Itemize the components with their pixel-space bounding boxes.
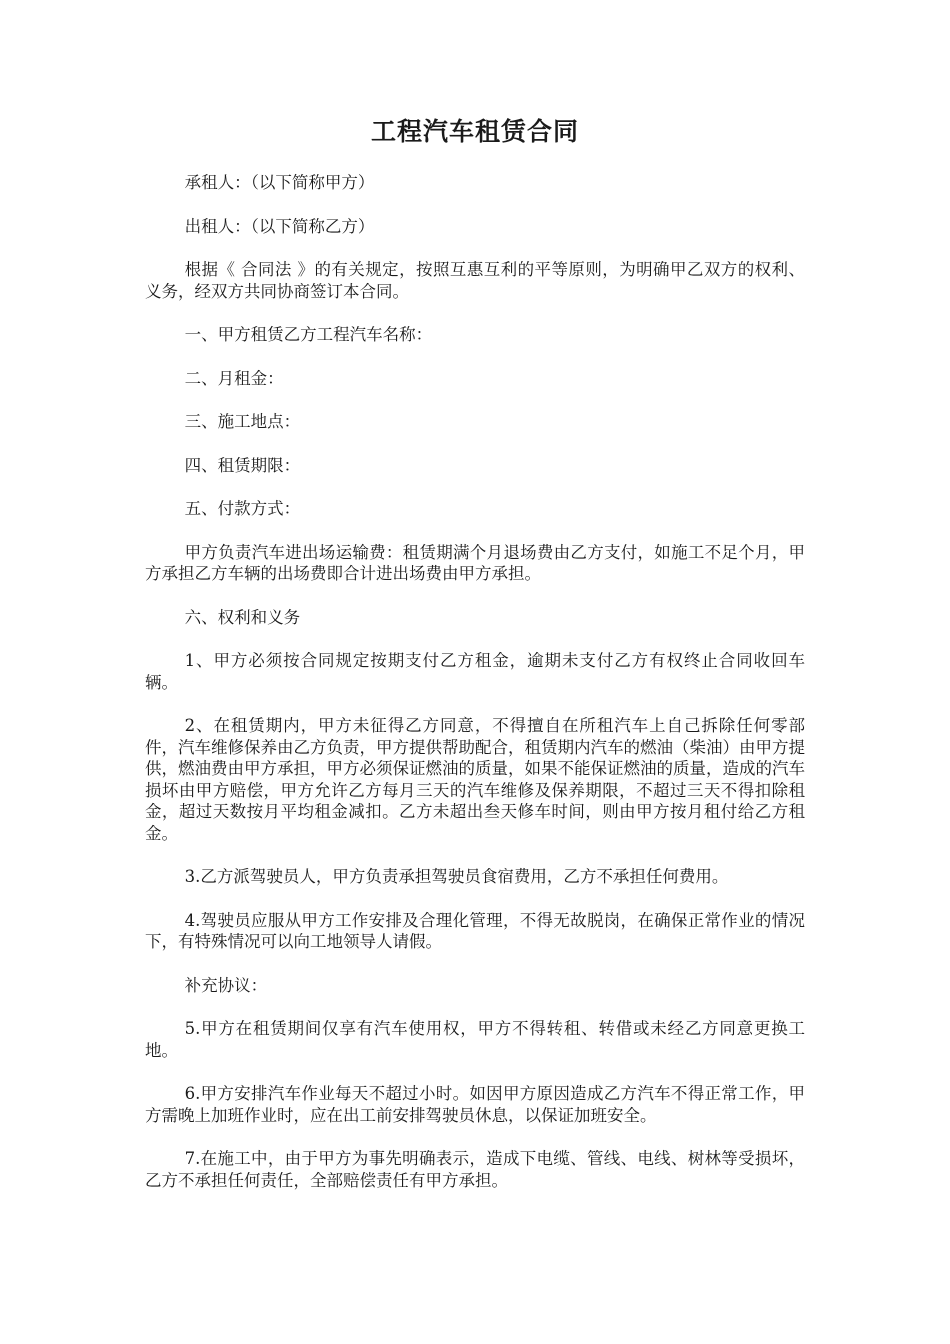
party-b-line: 出租人：（以下简称乙方） xyxy=(184,216,375,236)
clause-3-site: 三、施工地点： xyxy=(184,412,301,431)
clause-6-heading: 六、权利和义务 xyxy=(184,607,301,627)
supplement-heading: 补充协议： xyxy=(184,975,268,995)
item-1-paragraph: 1、甲方必须按合同规定按期支付乙方租金，逾期未支付乙方有权终止合同收回车辆。 xyxy=(145,651,805,692)
document-title: 工程汽车租赁合同 xyxy=(370,117,579,146)
preamble-paragraph: 根据《 合同法 》的有关规定，按照互惠互利的平等原则，为明确甲乙双方的权利、义务，经双方共同协商签订本合同。 xyxy=(145,260,805,301)
clause-5-payment: 五、付款方式： xyxy=(184,499,301,518)
clause-2-monthly-rent: 二、月租金： xyxy=(184,368,284,388)
item-5-paragraph: 5.甲方在租赁期间仅享有汽车使用权，甲方不得转租、转借或未经乙方同意更换工地。 xyxy=(145,1019,805,1060)
item-6-paragraph: 6.甲方安排汽车作业每天不超过小时。如因甲方原因造成乙方汽车不得正常工作，甲方需晚上加班作业时，应在出工前安排驾驶员休息，以保证加班安全。 xyxy=(145,1084,805,1125)
party-a-line: 承租人：（以下简称甲方） xyxy=(184,173,375,192)
item-3-paragraph: 3.乙方派驾驶员人，甲方负责承担驾驶员食宿费用，乙方不承担任何费用。 xyxy=(184,867,729,886)
transport-fee-paragraph: 甲方负责汽车进出场运输费：租赁期满个月退场费由乙方支付，如施工不足个月，甲方承担乙方车辆的出场费即合计进出场费由甲方承担。 xyxy=(145,542,805,583)
item-2-paragraph: 2、在租赁期内，甲方未征得乙方同意，不得擅自在所租汽车上自己拆除任何零部件，汽车维修保养由乙方负责，甲方提供帮助配合，租赁期内汽车的燃油（柴油）由甲方提供，燃油费由甲方承担，甲方必须保证燃油的质量，如果不能保证燃油的质量，造成的汽车损坏由甲方赔偿，甲方允许乙方每月三天的汽车维修及保养期限，不超过三天不得扣除租金，超过天数按月平均租金减扣。乙方未超出叁天修车时间，则由甲方按月租付给乙方租金。 xyxy=(145,716,805,843)
document-page xyxy=(145,112,805,1213)
clause-4-term: 四、租赁期限： xyxy=(184,455,301,475)
item-7-paragraph: 7.在施工中，由于甲方为事先明确表示，造成下电缆、管线、电线、树林等受损坏，乙方不承担任何责任，全部赔偿责任有甲方承担。 xyxy=(145,1149,805,1190)
clause-1-vehicle-name: 一、甲方租赁乙方工程汽车名称： xyxy=(184,325,433,344)
item-4-paragraph: 4.驾驶员应服从甲方工作安排及合理化管理，不得无故脱岗，在确保正常作业的情况下，有特殊情况可以向工地领导人请假。 xyxy=(145,910,805,951)
